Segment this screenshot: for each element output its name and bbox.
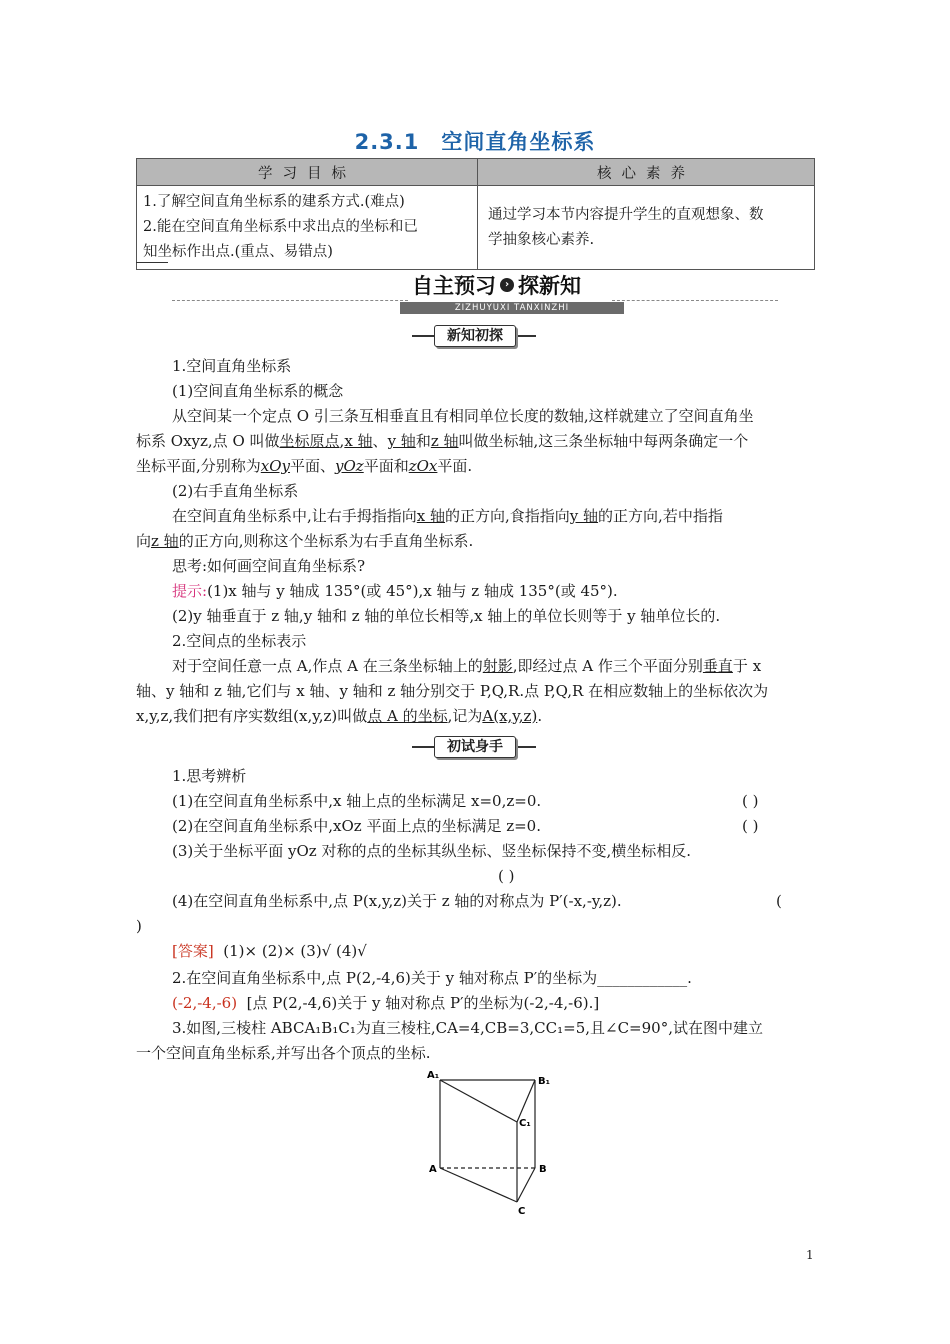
triangular-prism-diagram xyxy=(420,1066,560,1216)
paragraph-line: 从空间某一个定点 O 引三条互相垂直且有相同单位长度的数轴,这样就建立了空间直角坐 xyxy=(172,407,754,425)
tag-first-try xyxy=(412,736,536,758)
learning-goals-table xyxy=(136,158,815,270)
banner-dash-right xyxy=(612,300,778,301)
exercise-2: 2.在空间直角坐标系中,点 P(2,-4,6)关于 y 轴对称点 P′的坐标为____________. xyxy=(172,969,692,987)
answer-label: [答案] xyxy=(172,942,214,960)
answer-blank: ( ) xyxy=(742,817,759,835)
literacy-line-1: 通过学习本节内容提升学生的直观想象、数 xyxy=(488,206,764,223)
banner-dash-left xyxy=(172,300,408,301)
paragraph-line: 标系 Oxyz,点 O 叫做坐标原点,x 轴、y 轴和z 轴叫做坐标轴,这三条坐标轴中每两条确定一个 xyxy=(136,432,749,450)
banner-main-left: 自主预习 xyxy=(412,274,496,298)
paragraph-line: x,y,z,我们把有序实数组(x,y,z)叫做点 A 的坐标,记为A(x,y,z). xyxy=(136,707,543,725)
table-stub-line xyxy=(136,262,168,263)
hint-line-2: (2)y 轴垂直于 z 轴,y 轴和 z 轴的单位长相等,x 轴上的单位长则等于 y 轴单位长的. xyxy=(172,607,721,625)
exercise-2-answer-value: (-2,-4,-6) xyxy=(172,994,238,1012)
banner-subtitle: ZIZHUYUXI TANXINZHI xyxy=(400,302,624,314)
heading-point-coordinates: 2.空间点的坐标表示 xyxy=(172,632,307,650)
heading-concept: (1)空间直角坐标系的概念 xyxy=(172,382,344,400)
vertex-label-a: A xyxy=(429,1164,437,1175)
paragraph-line: 向z 轴的正方向,则称这个坐标系为右手直角坐标系. xyxy=(136,532,474,550)
section-number: 2.3.1 xyxy=(354,130,420,154)
exercise-3-line-1: 3.如图,三棱柱 ABCA₁B₁C₁为直三棱柱,CA=4,CB=3,CC₁=5,且∠C=90°,试在图中建立 xyxy=(172,1019,763,1037)
literacy-line-2: 学抽象核心素养. xyxy=(488,231,595,248)
answer-blank: ( ) xyxy=(742,792,759,810)
goals-cell-left xyxy=(137,186,478,270)
tag-new-knowledge xyxy=(412,325,536,347)
exercise-1-title: 1.思考辨析 xyxy=(172,767,247,785)
exercise-1-item-1: (1)在空间直角坐标系中,x 轴上点的坐标满足 x=0,z=0. xyxy=(172,792,542,810)
goals-cell-right xyxy=(478,186,815,270)
vertex-label-c: C xyxy=(518,1206,526,1216)
goals-header-right: 核心素养 xyxy=(478,159,815,186)
vertex-label-b: B xyxy=(539,1164,547,1175)
section-banner xyxy=(412,270,612,313)
hint-line-1: 提示:(1)x 轴与 y 轴成 135°(或 45°),x 轴与 z 轴成 135°(或 45°). xyxy=(172,582,618,600)
paragraph-line: 坐标平面,分别称为xOy平面、yOz平面和zOx平面. xyxy=(136,457,473,475)
section-title xyxy=(0,126,950,156)
hint-label: 提示: xyxy=(172,582,208,600)
paragraph-line: 对于空间任意一点 A,作点 A 在三条坐标轴上的射影,即经过点 A 作三个平面分别垂直于 x xyxy=(172,657,762,675)
heading-right-hand: (2)右手直角坐标系 xyxy=(172,482,299,500)
section-name: 空间直角坐标系 xyxy=(441,130,596,154)
chevron-right-icon: › xyxy=(500,278,514,292)
exercise-3-line-2: 一个空间直角坐标系,并写出各个顶点的坐标. xyxy=(136,1044,431,1062)
exercise-1-answer: [答案] (1)× (2)× (3)√ (4)√ xyxy=(172,942,367,960)
paragraph-line: 在空间直角坐标系中,让右手拇指指向x 轴的正方向,食指指向y 轴的正方向,若中指指 xyxy=(172,507,723,525)
vertex-label-c1: C₁ xyxy=(519,1118,531,1129)
vertex-label-a1: A₁ xyxy=(427,1070,440,1081)
heading-coordinate-system: 1.空间直角坐标系 xyxy=(172,357,292,375)
think-question: 思考:如何画空间直角坐标系? xyxy=(172,557,366,575)
goal-line-2: 2.能在空间直角坐标系中求出点的坐标和已 xyxy=(143,219,418,235)
page-number: 1 xyxy=(806,1248,814,1262)
paragraph-line: 轴、y 轴和 z 轴,它们与 x 轴、y 轴和 z 轴分别交于 P,Q,R.点 P,Q,R 在相应数轴上的坐标依次为 xyxy=(136,682,769,700)
goal-line-3: 知坐标作出点.(重点、易错点) xyxy=(143,244,333,260)
answer-blank: ( ) xyxy=(498,867,515,885)
goal-line-1: 1.了解空间直角坐标系的建系方式.(难点) xyxy=(143,194,405,210)
answer-blank-open: ( xyxy=(776,892,782,910)
goals-header-left: 学习目标 xyxy=(137,159,478,186)
vertex-label-b1: B₁ xyxy=(538,1076,551,1087)
tag-new-knowledge-label: 新知初探 xyxy=(434,325,516,347)
exercise-1-item-3: (3)关于坐标平面 yOz 对称的点的坐标其纵坐标、竖坐标保持不变,横坐标相反. xyxy=(172,842,691,860)
tag-first-try-label: 初试身手 xyxy=(434,736,516,758)
prism-figure xyxy=(420,1066,560,1216)
exercise-1-item-2: (2)在空间直角坐标系中,xOz 平面上点的坐标满足 z=0. xyxy=(172,817,541,835)
exercise-2-answer: (-2,-4,-6) [点 P(2,-4,6)关于 y 轴对称点 P′的坐标为(-2,-4,-6).] xyxy=(172,994,600,1012)
exercise-1-item-4: (4)在空间直角坐标系中,点 P(x,y,z)关于 z 轴的对称点为 P′(-x,-y,z). xyxy=(172,892,622,910)
banner-main-right: 探新知 xyxy=(518,274,581,298)
answer-blank-close: ) xyxy=(136,917,142,935)
